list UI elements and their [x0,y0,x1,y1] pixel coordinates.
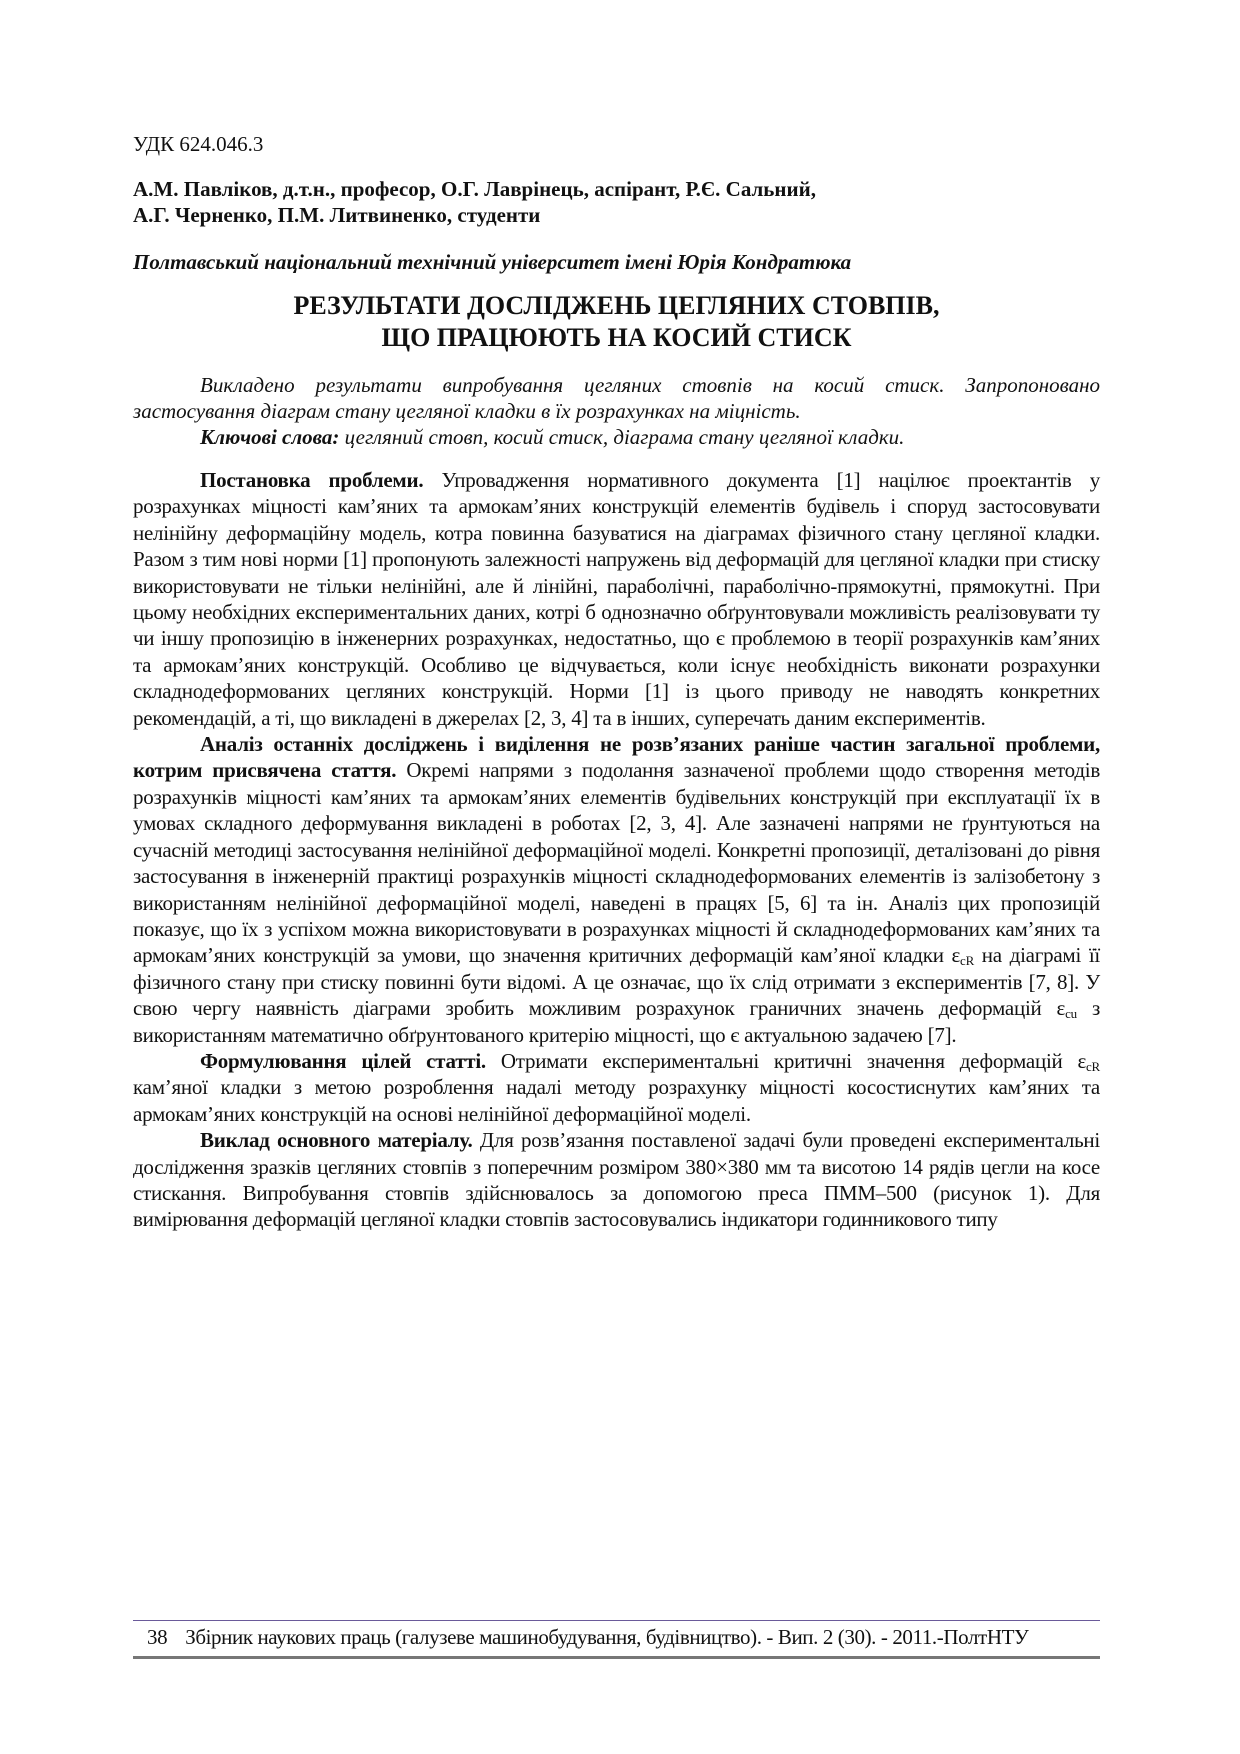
article-body [133,467,1100,1233]
section-heading: Формулювання цілей статті. [200,1048,486,1073]
body-paragraph [133,1127,1100,1233]
keywords [133,424,1100,450]
abstract [133,372,1100,450]
footer-text [133,1621,1100,1656]
keywords-label: Ключові слова: [200,425,340,449]
body-paragraph [133,731,1100,1048]
paragraph-text: Окремі напрями з подолання зазначеної проблеми щодо створення методів розрахунків міцності кам’яних та армокам’яних елементів будівельних конструкцій при експлуатації їх в умовах складного деформування викладені в роботах [2, 3, 4]. Але зазначені напрями не ґрунтуються на сучасній методиці застосування нелінійної деформаційної моделі. Конкретні пропозиції, деталізовані до рівня застосування в інженерній практиці розрахунків міцності складнодеформованих елементів із залізобетону з використанням нелінійної деформаційної моделі, наведені в працях [5, 6] та ін. Аналіз цих пропозицій показує, що їх з успіхом можна використовувати в розрахунках міцності й складнодеформованих кам’яних та армокам’яних конструкцій за умови, що значення критичних деформацій кам’яної кладки ε [133,758,1101,968]
authors-line-1: А.М. Павліков, д.т.н., професор, О.Г. Лаврінець, аспірант, Р.Є. Сальний, [133,177,816,201]
udc-code: УДК 624.046.3 [133,132,264,156]
title-line-1: РЕЗУЛЬТАТИ ДОСЛІДЖЕНЬ ЦЕГЛЯНИХ СТОВПІВ, [293,291,940,320]
paragraph-text: Для розв’язання поставленої задачі були проведені експериментальні дослідження зразків цегляних стовпів з поперечним розміром 380×380 мм та висотою 14 рядів цегли на косе стискання. Випробування стовпів здійснювалось за допомогою преса ПММ–500 (рисунок 1). Для вимірювання деформацій цегляної кладки стовпів застосовувались індикатори годинникового типу [133,1128,1100,1232]
paragraph-text: кам’яної кладки з метою розроблення надалі методу розрахунку міцності косостиснутих кам’яних та армокам’яних конструкцій на основі нелінійної деформаційної моделі. [133,1075,1100,1126]
paragraph-text: з використанням математично обґрунтованого критерію міцності, що є актуальною задачею [7]. [133,996,1100,1047]
abstract-text: Викладено результати випробування цегляних стовпів на косий стиск. Запропоновано застосування діаграм стану цегляної кладки в їх розрахунках на міцність. [133,373,1100,423]
institution: Полтавський національний технічний університет імені Юрія Кондратюка [133,250,852,274]
article-title [133,290,1100,354]
section-heading: Виклад основного матеріалу. [200,1128,473,1153]
body-paragraph [133,1048,1100,1127]
section-heading: Аналіз останніх досліджень і виділення не розв’язаних раніше частин загальної проблеми, котрим присвячена стаття. [133,732,1100,783]
footer-divider-bottom [133,1656,1100,1659]
journal-citation: Збірник наукових праць (галузеве машинобудування, будівництво). - Вип. 2 (30). - 2011.-ПолтНТУ [185,1625,1029,1649]
subscript: cR [960,953,974,969]
page-number: 38 [147,1625,168,1649]
paragraph-text: Отримати експериментальні критичні значення деформацій ε [485,1048,1087,1073]
authors-line-2: А.Г. Черненко, П.М. Литвиненко, студенти [133,203,541,227]
title-line-2: ЩО ПРАЦЮЮТЬ НА КОСИЙ СТИСК [381,323,852,352]
paragraph-text: Упровадження нормативного документа [1] націлює проектантів у розрахунках міцності кам’яних та армокам’яних конструкцій елементів будівель і споруд застосовувати нелінійну деформаційну модель, котра повинна базуватися на діаграмах фізичного стану цегляної кладки. Разом з тим нові норми [1] пропонують залежності напружень від деформацій для цегляної кладки при стиску використовувати не тільки нелінійні, але й лінійні, параболічні, параболічно-прямокутні, прямокутні. При цьому необхідних експериментальних даних, котрі б однозначно обґрунтовували можливість реалізовувати ту чи іншу пропозицію в інженерних розрахунках, недостатньо, що є проблемою в теорії розрахунків кам’яних та армокам’яних конструкцій. Особливо це відчувається, коли існує необхідність виконати розрахунки складнодеформованих цегляних конструкцій. Норми [1] із цього приводу не наводять конкретних рекомендацій, а ті, що викладені в джерелах [2, 3, 4] та в інших, суперечать даним експериментів. [133,468,1100,730]
subscript: cR [1086,1058,1100,1074]
section-heading: Постановка проблеми. [200,468,424,492]
paragraph-text: на діаграмі її фізичного стану при стиску повинні бути відомі. А це означає, що їх слід отримати з експериментів [7, 8]. У свою чергу наявність діаграми зробить можливим розрахунок граничних значень деформацій ε [133,943,1100,1021]
authors [133,176,1100,228]
keywords-list: цегляний стовп, косий стиск, діаграма стану цегляної кладки. [339,425,905,449]
page-footer [133,1620,1100,1659]
body-paragraph [133,467,1100,731]
subscript: cu [1065,1006,1077,1022]
